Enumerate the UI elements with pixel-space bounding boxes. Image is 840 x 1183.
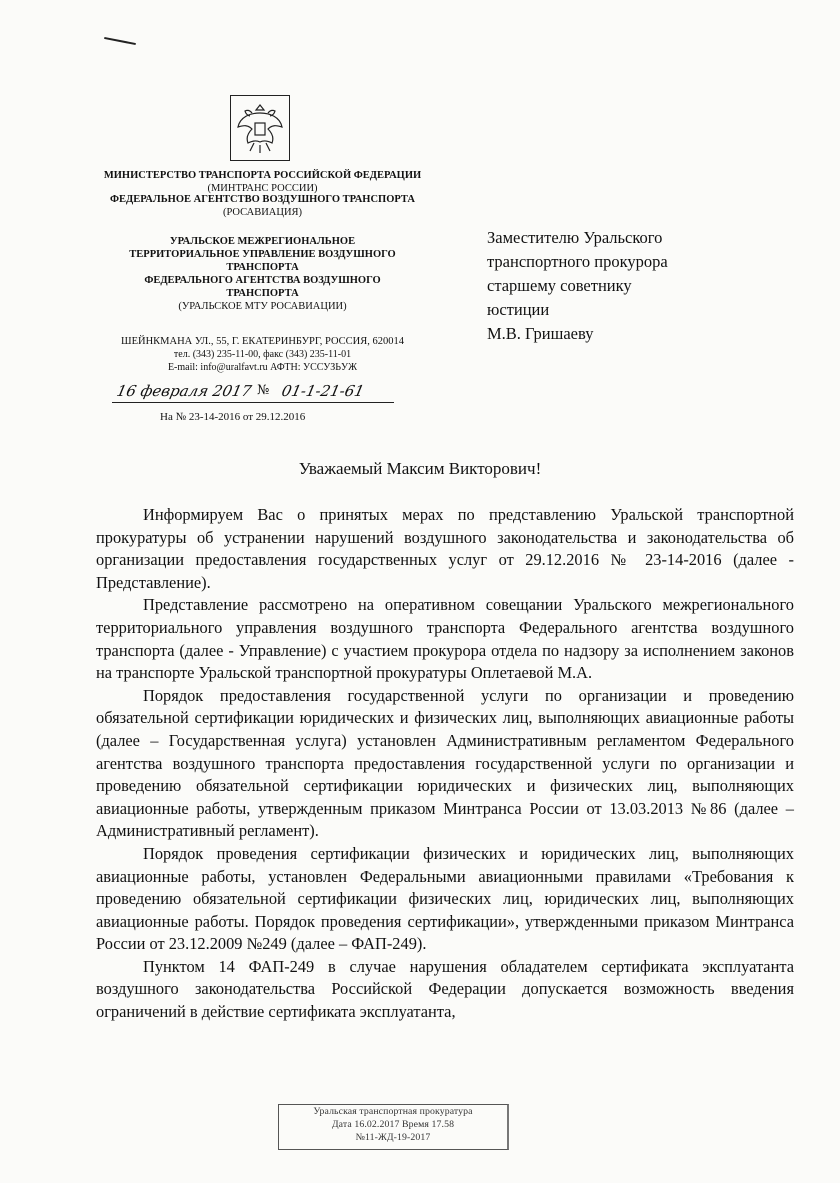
stamp-datetime: Дата 16.02.2017 Время 17.58 bbox=[331, 1119, 455, 1130]
dept-line-2: ТЕРРИТОРИАЛЬНОЕ УПРАВЛЕНИЕ ВОЗДУШНОГО bbox=[129, 249, 396, 260]
number-sign: № bbox=[257, 383, 270, 398]
reference-underline bbox=[112, 402, 394, 403]
ministry-block bbox=[95, 169, 430, 195]
ministry-short: (МИНТРАНС РОССИИ) bbox=[207, 183, 318, 194]
dept-line-1: УРАЛЬСКОЕ МЕЖРЕГИОНАЛЬНОЕ bbox=[169, 236, 356, 247]
paragraph: Порядок предоставления государственной услуги по организации и проведению обязательной сертификации юридических и физических лиц, выполняющих авиационные работы (далее – Государственная услуга) установлен Административным регламентом Федерального агентства воздушного транспорта предоставления государственной услуги по организации и проведению обязательной сертификации юридических и физических лиц, выполняющих авиационные работы, утвержденным приказом Минтранса России от 13.03.2013 №86 (далее – Административный регламент). bbox=[96, 685, 794, 841]
coat-of-arms-icon bbox=[230, 95, 290, 161]
pen-mark bbox=[104, 37, 136, 45]
dept-line-5: ТРАНСПОРТА bbox=[226, 288, 299, 299]
stamp-number: №11-ЖД-19-2017 bbox=[355, 1132, 431, 1143]
dept-line-4: ФЕДЕРАЛЬНОГО АГЕНТСТВА ВОЗДУШНОГО bbox=[144, 275, 381, 286]
outgoing-date: 16 февраля 2017 bbox=[115, 382, 254, 400]
agency-name: ФЕДЕРАЛЬНОЕ АГЕНТСТВО ВОЗДУШНОГО ТРАНСПОРТА bbox=[109, 194, 415, 205]
agency-block bbox=[95, 193, 430, 219]
email-aftn: E-mail: info@uralfavt.ru АФТН: УССУЗЬУЖ bbox=[167, 362, 358, 373]
salutation: Уважаемый Максим Викторович! bbox=[298, 459, 542, 478]
addressee-line: транспортного прокурора bbox=[487, 252, 668, 271]
paragraph: Информируем Вас о принятых мерах по представлению Уральской транспортной прокуратуры об устранении нарушений воздушного законодательства и законодательства об организации предоставления государственных услуг от 29.12.2016 № 23-14-2016 (далее - Представление). bbox=[96, 505, 794, 592]
paragraph: Представление рассмотрено на оперативном совещании Уральского межрегионального территориального управления воздушного транспорта Федерального агентства воздушного транспорта (далее - Управление) с участием прокурора отдела по надзору за исполнением законов на транспорте Уральской транспортной прокуратуры Оплетаевой М.А. bbox=[96, 595, 794, 683]
addressee-block bbox=[487, 226, 747, 346]
paragraph: Пунктом 14 ФАП-249 в случае нарушения обладателем сертификата эксплуатанта воздушного законодательства Российской Федерации допускается возможность введения ограничений в действие сертификата эксплуатанта, bbox=[96, 956, 794, 1022]
letter-body bbox=[96, 504, 794, 1024]
addressee-line: М.В. Гришаеву bbox=[487, 324, 594, 343]
postal-address: ШЕЙНКМАНА УЛ., 55, Г. ЕКАТЕРИНБУРГ, РОССИЯ, 620014 bbox=[120, 336, 405, 347]
registration-stamp bbox=[278, 1104, 509, 1150]
paragraph: Порядок проведения сертификации физических и юридических лиц, выполняющих авиационные работы, установлен Федеральными авиационными правилами «Требования к проведению обязательной сертификации физических лиц, юридических лиц, выполняющих авиационные работы. Порядок проведения сертификации», утвержденными приказом Минтранса России от 23.12.2009 №249 (далее – ФАП-249). bbox=[96, 843, 794, 954]
dept-short: (УРАЛЬСКОЕ МТУ РОСАВИАЦИИ) bbox=[178, 301, 347, 312]
addressee-line: юстиции bbox=[487, 300, 550, 319]
phone-fax: тел. (343) 235-11-00, факс (343) 235-11-01 bbox=[173, 349, 352, 360]
addressee-line: Заместителю Уральского bbox=[487, 228, 663, 247]
stamp-org: Уральская транспортная прокуратура bbox=[313, 1106, 473, 1117]
agency-short: (РОСАВИАЦИЯ) bbox=[222, 207, 303, 218]
contacts-block bbox=[95, 335, 430, 374]
department-block bbox=[95, 235, 430, 313]
outgoing-number: 01-1-21-61 bbox=[280, 382, 366, 400]
reply-to-reference: На № 23-14-2016 от 29.12.2016 bbox=[160, 411, 306, 423]
ministry-name: МИНИСТЕРСТВО ТРАНСПОРТА РОССИЙСКОЙ ФЕДЕРАЦИИ bbox=[103, 170, 422, 181]
addressee-line: старшему советнику bbox=[487, 276, 632, 295]
dept-line-3: ТРАНСПОРТА bbox=[226, 262, 299, 273]
